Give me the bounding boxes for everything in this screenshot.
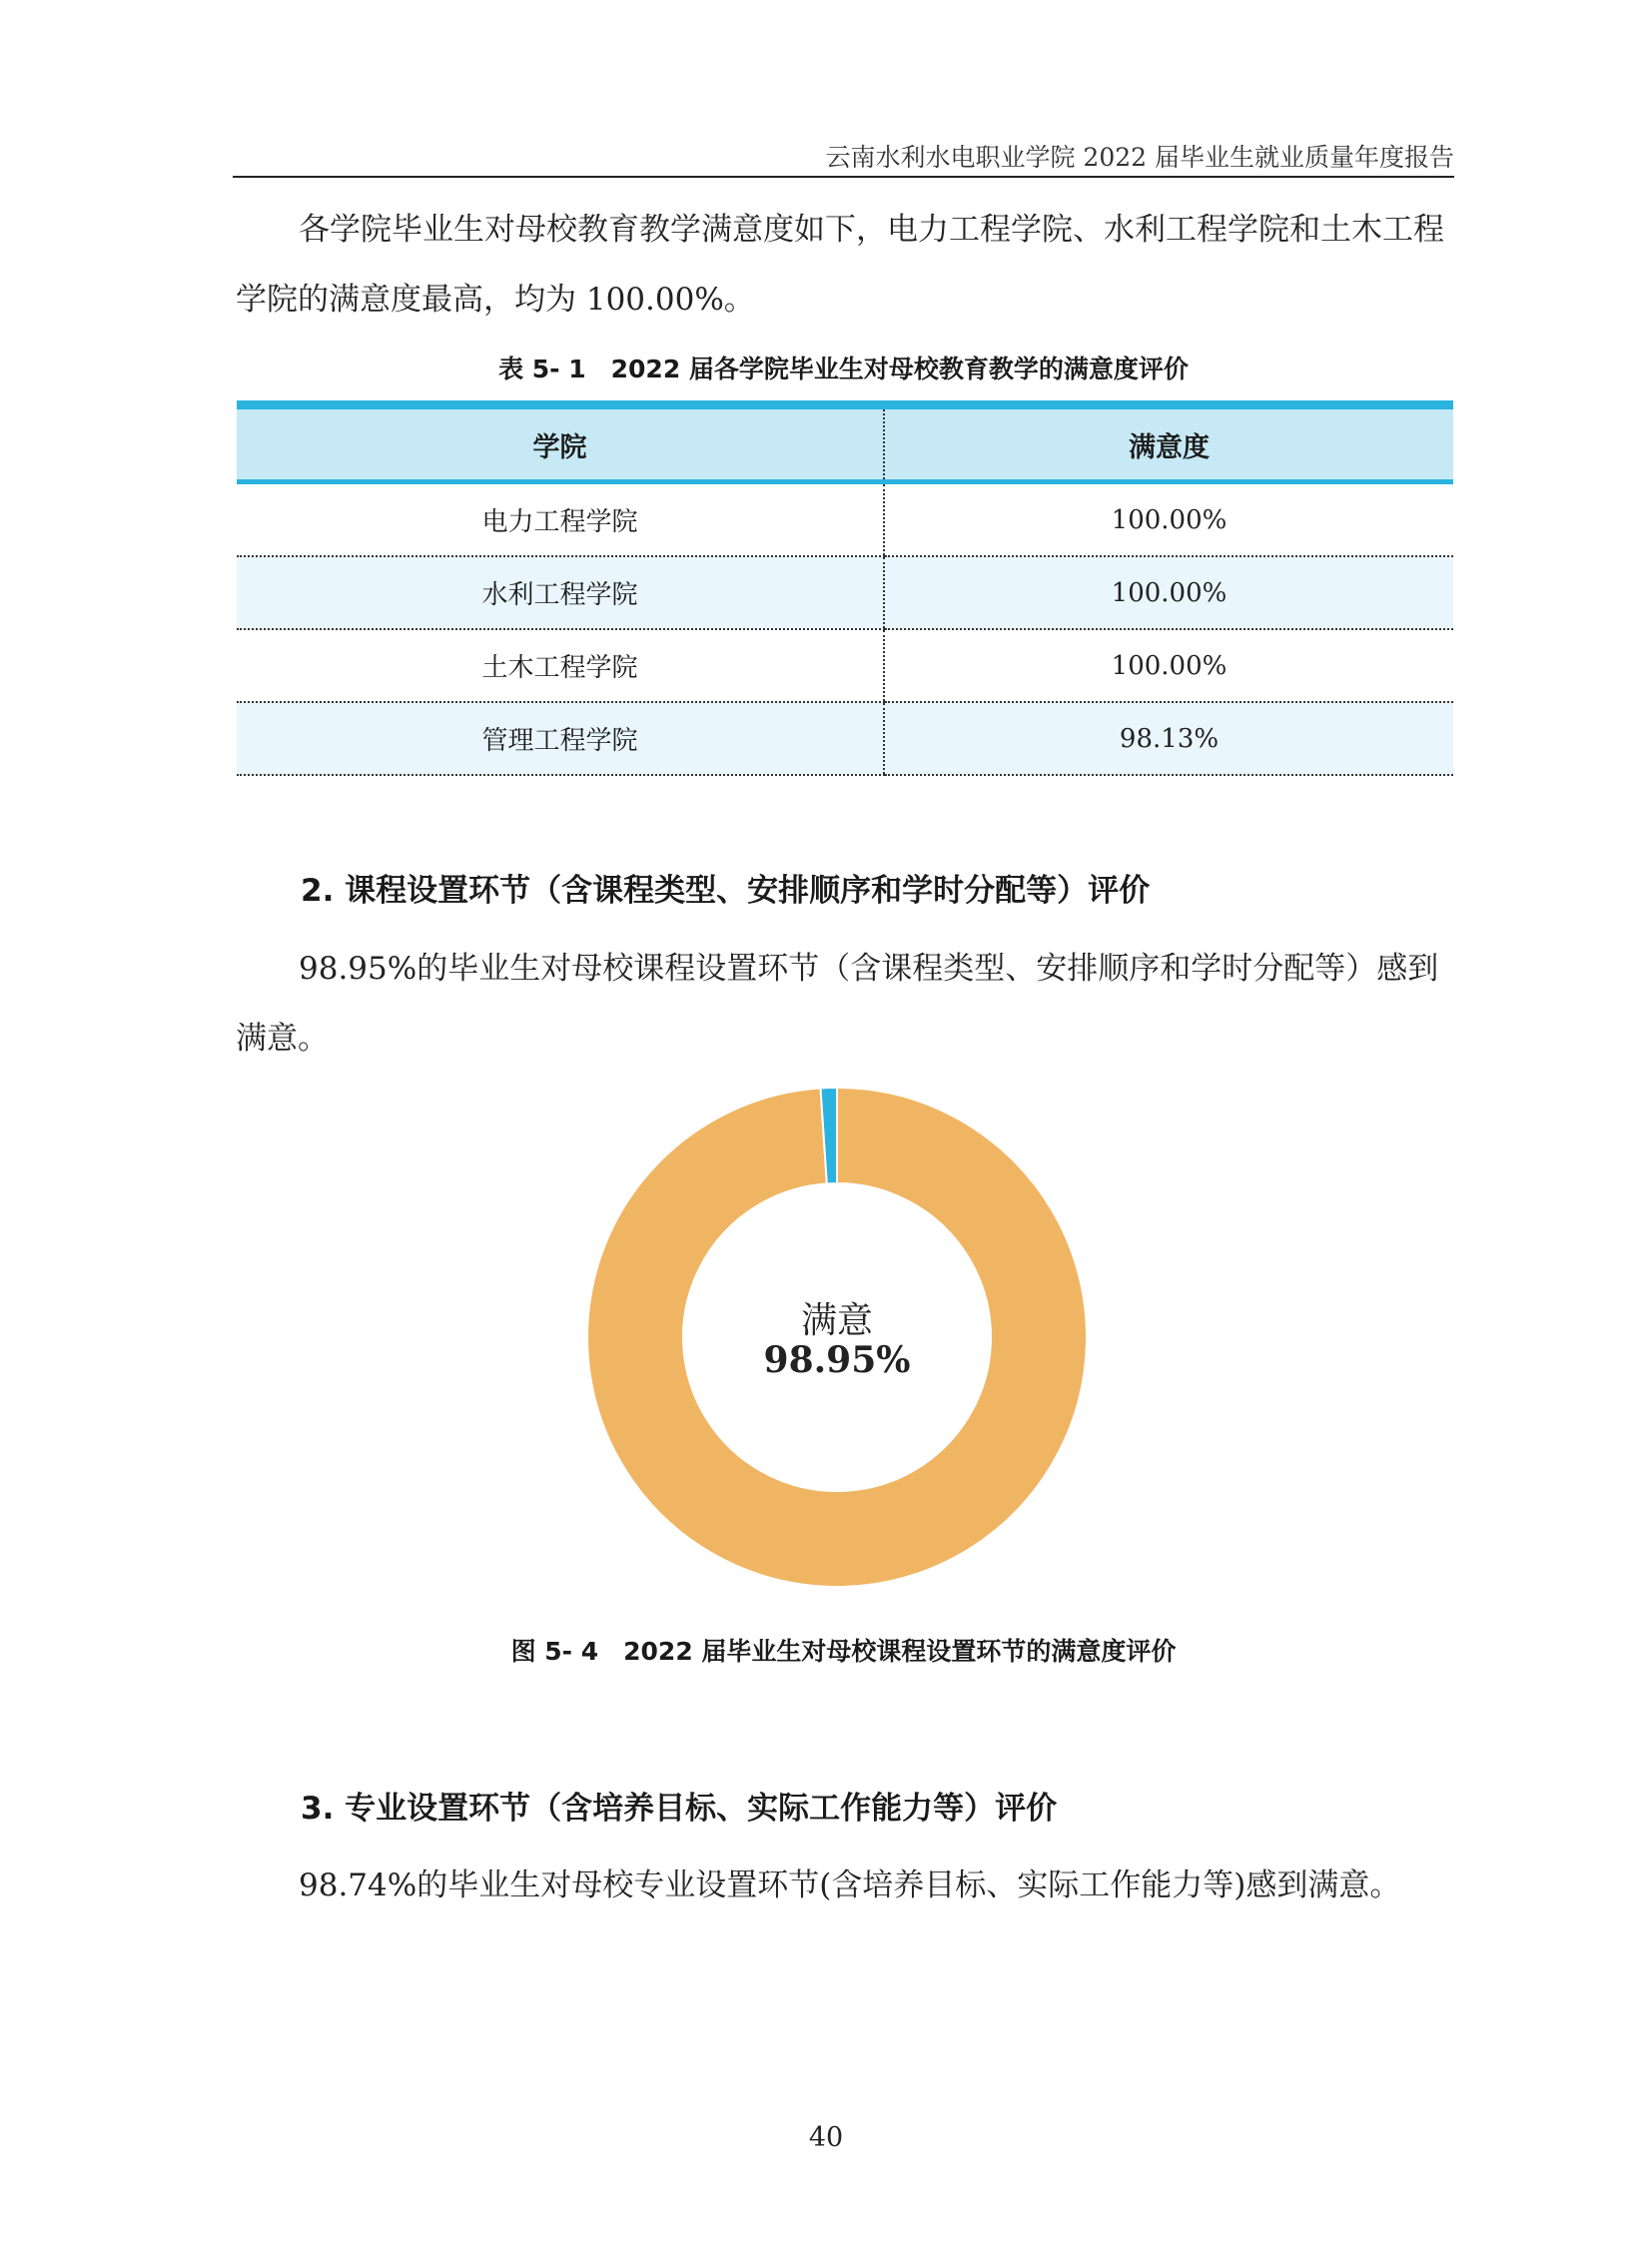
section2-heading: 2. 课程设置环节（含课程类型、安排顺序和学时分配等）评价	[301, 873, 1151, 909]
header-rule	[233, 176, 1454, 178]
column-header-satisfaction: 满意度	[884, 405, 1453, 482]
college-cell: 水利工程学院	[237, 556, 884, 629]
figure-caption: 图 5- 4 2022 届毕业生对母校课程设置环节的满意度评价	[510, 1637, 1177, 1666]
satisfaction-cell: 100.00%	[884, 482, 1453, 557]
satisfaction-cell: 100.00%	[884, 629, 1453, 702]
section2-paragraph: 98.95%的毕业生对母校课程设置环节（含课程类型、安排顺序和学时分配等）感到满意。	[236, 951, 1439, 1057]
table-caption: 表 5- 1 2022 届各学院毕业生对母校教育教学的满意度评价	[498, 355, 1189, 383]
column-header-college: 学院	[237, 405, 884, 482]
table-row	[237, 482, 1453, 557]
college-cell: 电力工程学院	[237, 482, 884, 557]
section3-heading: 3. 专业设置环节（含培养目标、实际工作能力等）评价	[301, 1791, 1058, 1827]
college-cell: 管理工程学院	[237, 702, 884, 775]
college-cell: 土木工程学院	[237, 629, 884, 702]
donut-center-label: 满意	[800, 1300, 873, 1341]
page-number: 40	[808, 2122, 844, 2153]
section3-paragraph: 98.74%的毕业生对母校专业设置环节(含培养目标、实际工作能力等)感到满意。	[299, 1868, 1401, 1903]
table-row	[237, 629, 1453, 702]
satisfaction-cell: 100.00%	[884, 556, 1453, 629]
satisfaction-table	[237, 400, 1453, 776]
table-row	[237, 556, 1453, 629]
satisfaction-cell: 98.13%	[884, 702, 1453, 775]
donut-chart	[585, 1086, 1089, 1589]
page-header: 云南水利水电职业学院 2022 届毕业生就业质量年度报告	[825, 143, 1454, 172]
table-header-row	[237, 405, 1453, 482]
intro-paragraph: 各学院毕业生对母校教育教学满意度如下，电力工程学院、水利工程学院和土木工程学院的满意度最高，均为 100.00%。	[236, 212, 1444, 318]
table-row	[237, 702, 1453, 775]
donut-center-value: 98.95%	[763, 1339, 911, 1381]
